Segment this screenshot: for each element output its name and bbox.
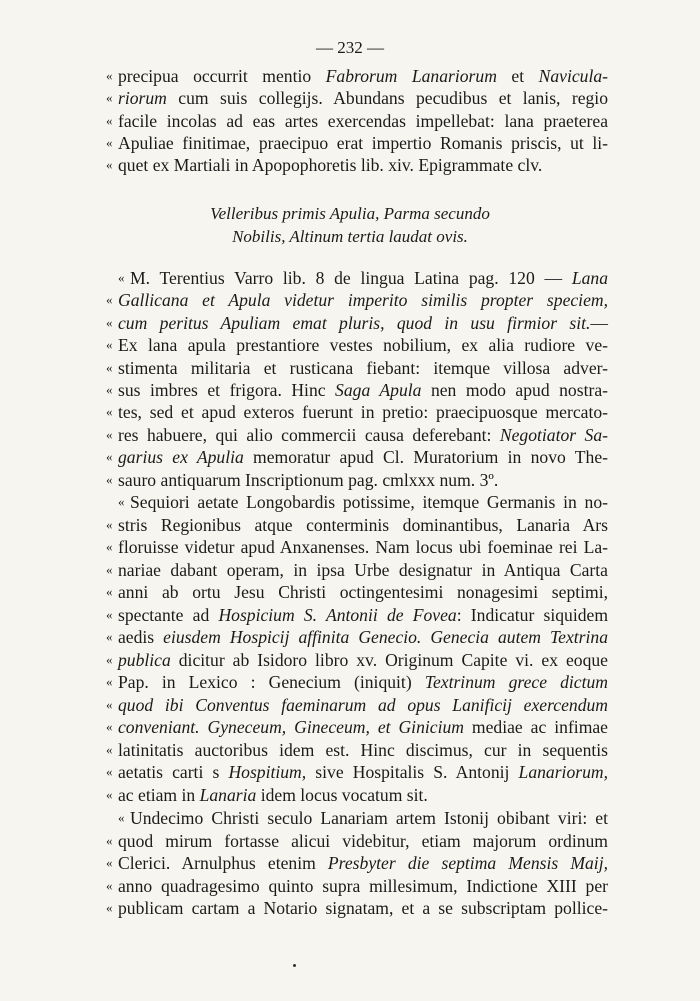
text-line	[106, 762, 608, 784]
quote-mark: «	[106, 359, 113, 375]
quote-mark: «	[106, 337, 113, 353]
verse-line-1: Velleribus primis Apulia, Parma secundo	[210, 204, 490, 223]
quote-mark: «	[106, 561, 113, 577]
text-segment: : Indicatur siquidem	[456, 604, 609, 625]
text-segment: et	[496, 66, 539, 86]
quote-mark: «	[106, 584, 113, 599]
text-line	[106, 649, 608, 672]
verse-line-2: Nobilis, Altinum tertia laudat ovis.	[232, 227, 468, 246]
text-segment: memoratur apud Cl. Muratorium in novo The-	[243, 447, 608, 468]
quote-mark: «	[106, 314, 113, 330]
text-line	[106, 830, 608, 853]
text-line	[106, 582, 608, 604]
text-segment: latinitatis auctoribus idem est. Hinc discimus, cur in sequentis	[118, 739, 608, 760]
text-segment: stimenta militaria et rusticana fiebant: itemque villosa adver-	[118, 357, 608, 378]
text-segment: quod mirum fortasse alicui videbitur, etiam majorum ordinum	[118, 830, 608, 851]
quote-mark: «	[118, 494, 125, 509]
italic-text: publica	[118, 649, 171, 670]
text-segment: Sequiori aetate Longobardis potissime, itemque Germanis in no-	[130, 492, 608, 512]
text-segment: publicam cartam a Notario signatam, et a se subscriptam pollice-	[118, 898, 608, 918]
quote-mark: «	[106, 516, 113, 532]
quote-mark: «	[106, 112, 113, 128]
text-line	[106, 784, 608, 807]
text-line	[106, 88, 608, 110]
quote-mark: «	[106, 157, 113, 173]
text-line	[118, 268, 608, 290]
text-line	[106, 739, 608, 762]
text-segment: sive Hospitalis S. Antonij	[306, 762, 519, 782]
text-line	[106, 875, 608, 898]
text-line	[106, 469, 608, 492]
text-segment: tes, sed et apud exteros fuerunt in pretio: praecipuosque mercato-	[118, 402, 608, 423]
text-segment: facile incolas ad eas artes exercendas impellebat: lana praeterea	[118, 110, 608, 131]
text-segment: Clerici. Arnulphus etenim	[118, 853, 328, 873]
text-line	[106, 604, 609, 627]
text-segment: cum suis collegijs. Abundans pecudibus et lanis, regio	[166, 88, 608, 109]
text-line	[106, 694, 608, 717]
text-segment: floruisse videtur apud Anxanenses. Nam locus ubi foeminae rei La-	[118, 537, 608, 557]
quote-mark: «	[106, 449, 113, 465]
text-line	[106, 380, 608, 402]
italic-text: Fabrorum Lanariorum	[325, 66, 497, 86]
text-segment: Apuliae finitimae, praecipuo erat impertio Romanis priscis, ut li-	[118, 132, 608, 153]
text-segment: res habuere, qui alio commercii causa deferebant:	[118, 424, 500, 445]
quote-mark: «	[106, 382, 113, 397]
italic-text: eiusdem Hospicij affinita Genecio. Genecia autem Textrina	[163, 627, 608, 647]
italic-text: Lana	[571, 268, 608, 288]
quote-mark: «	[106, 606, 113, 622]
italic-text: Negotiator Sa-	[499, 424, 608, 445]
text-segment: nariae dabant operam, in ipsa Urbe designatur in Antiqua Carta	[118, 559, 608, 580]
quote-mark: «	[118, 270, 125, 285]
quote-mark: «	[106, 539, 113, 554]
text-line	[118, 808, 608, 830]
text-segment: sauro antiquarum Inscriptionum pag. cmlxxx num. 3º.	[118, 469, 499, 490]
quote-mark: «	[106, 855, 113, 870]
quote-mark: «	[106, 134, 113, 150]
quote-mark: «	[106, 471, 113, 487]
quote-mark: «	[106, 741, 113, 757]
italic-text: Textrinum grece dictum	[424, 672, 608, 692]
text-line	[106, 717, 608, 739]
quote-mark: «	[106, 629, 113, 644]
text-segment: precipua occurrit mentio	[118, 66, 326, 86]
text-segment: Ex lana apula prestantiore vestes nobilium, ex alia rudiore ve-	[118, 335, 608, 356]
text-line	[106, 898, 608, 920]
text-line	[106, 514, 608, 537]
quote-mark: «	[106, 900, 113, 915]
italic-text: Lanariorum,	[518, 762, 608, 782]
text-segment: Pap. in Lexico : Genecium (iniquit)	[118, 672, 425, 692]
text-line	[106, 424, 608, 447]
text-segment: sus imbres et frigora. Hinc	[118, 380, 336, 400]
text-segment: dicitur ab Isidoro libro xv. Originum Capite vi. ex eoque	[170, 649, 608, 670]
page-mark	[293, 964, 296, 967]
text-line	[106, 110, 608, 133]
text-line	[106, 853, 608, 875]
text-line	[106, 132, 608, 155]
text-segment: aedis	[118, 627, 164, 647]
text-line	[106, 357, 608, 380]
quote-mark: «	[106, 786, 113, 802]
text-line	[106, 290, 608, 312]
italic-text: garius ex Apulia	[118, 447, 244, 468]
quote-mark: «	[106, 696, 113, 712]
italic-text: Saga Apula	[335, 380, 422, 400]
italic-text: Hospitium,	[228, 762, 307, 782]
quote-mark: «	[106, 292, 113, 308]
text-line	[106, 402, 608, 424]
text-segment: anni ab ortu Jesu Christi octingentesimi nonagesimi septimi,	[118, 582, 608, 602]
quote-mark: «	[106, 877, 113, 893]
quote-mark: «	[106, 719, 113, 734]
text-segment: mediae ac infimae	[463, 717, 608, 737]
text-segment: anno quadragesimo quinto supra millesimum, Indictione XIII per	[118, 875, 608, 896]
text-segment: stris Regionibus atque conterminis dominantibus, Lanaria Ars	[118, 514, 608, 535]
text-segment: —	[590, 312, 608, 333]
text-line	[106, 537, 608, 559]
quote-mark: «	[106, 674, 113, 689]
quote-mark: «	[118, 810, 125, 825]
text-segment: ac etiam in	[118, 784, 200, 805]
text-line	[106, 627, 608, 649]
text-segment: M. Terentius Varro lib. 8 de lingua Latina pag. 120 —	[130, 268, 572, 288]
text-line	[106, 66, 608, 88]
italic-text: Hospicium S. Antonii de Fovea	[218, 604, 457, 625]
quote-mark: «	[106, 651, 113, 667]
text-segment: quet ex Martiali in Apopophoretis lib. xiv. Epigrammate clv.	[118, 155, 543, 176]
quote-mark: «	[106, 764, 113, 779]
text-line	[106, 312, 608, 335]
italic-text: Gallicana et Apula videtur imperito similis propter speciem,	[118, 290, 608, 311]
text-line	[106, 559, 608, 582]
text-segment: idem locus vocatum sit.	[256, 784, 428, 805]
quote-mark: «	[106, 404, 113, 420]
italic-text: Navicula-	[538, 66, 608, 86]
quote-mark: «	[106, 426, 113, 442]
text-segment: spectante ad	[118, 604, 219, 625]
italic-text: Presbyter die septima Mensis Maij,	[327, 853, 608, 873]
text-segment: aetatis carti s	[118, 762, 229, 782]
italic-text: Lanaria	[199, 784, 257, 805]
text-line	[118, 492, 608, 514]
italic-text: cum peritus Apuliam emat pluris, quod in usu firmior sit.	[118, 312, 591, 333]
text-line	[106, 335, 608, 357]
text-line	[106, 447, 608, 469]
page-number: — 232 —	[316, 38, 384, 57]
italic-text: riorum	[118, 88, 167, 109]
text-line	[106, 672, 608, 694]
text-segment: nen modo apud nostra-	[421, 380, 608, 400]
italic-text: conveniant. Gyneceum, Gineceum, et Ginicium	[118, 717, 464, 737]
quote-mark: «	[106, 90, 113, 106]
quote-mark: «	[106, 68, 113, 83]
text-segment: Undecimo Christi seculo Lanariam artem Istonij obibant viri: et	[130, 808, 608, 828]
text-line	[106, 155, 608, 177]
quote-mark: «	[106, 832, 113, 848]
italic-text: quod ibi Conventus faeminarum ad opus Lanificij exercendum	[118, 694, 608, 715]
